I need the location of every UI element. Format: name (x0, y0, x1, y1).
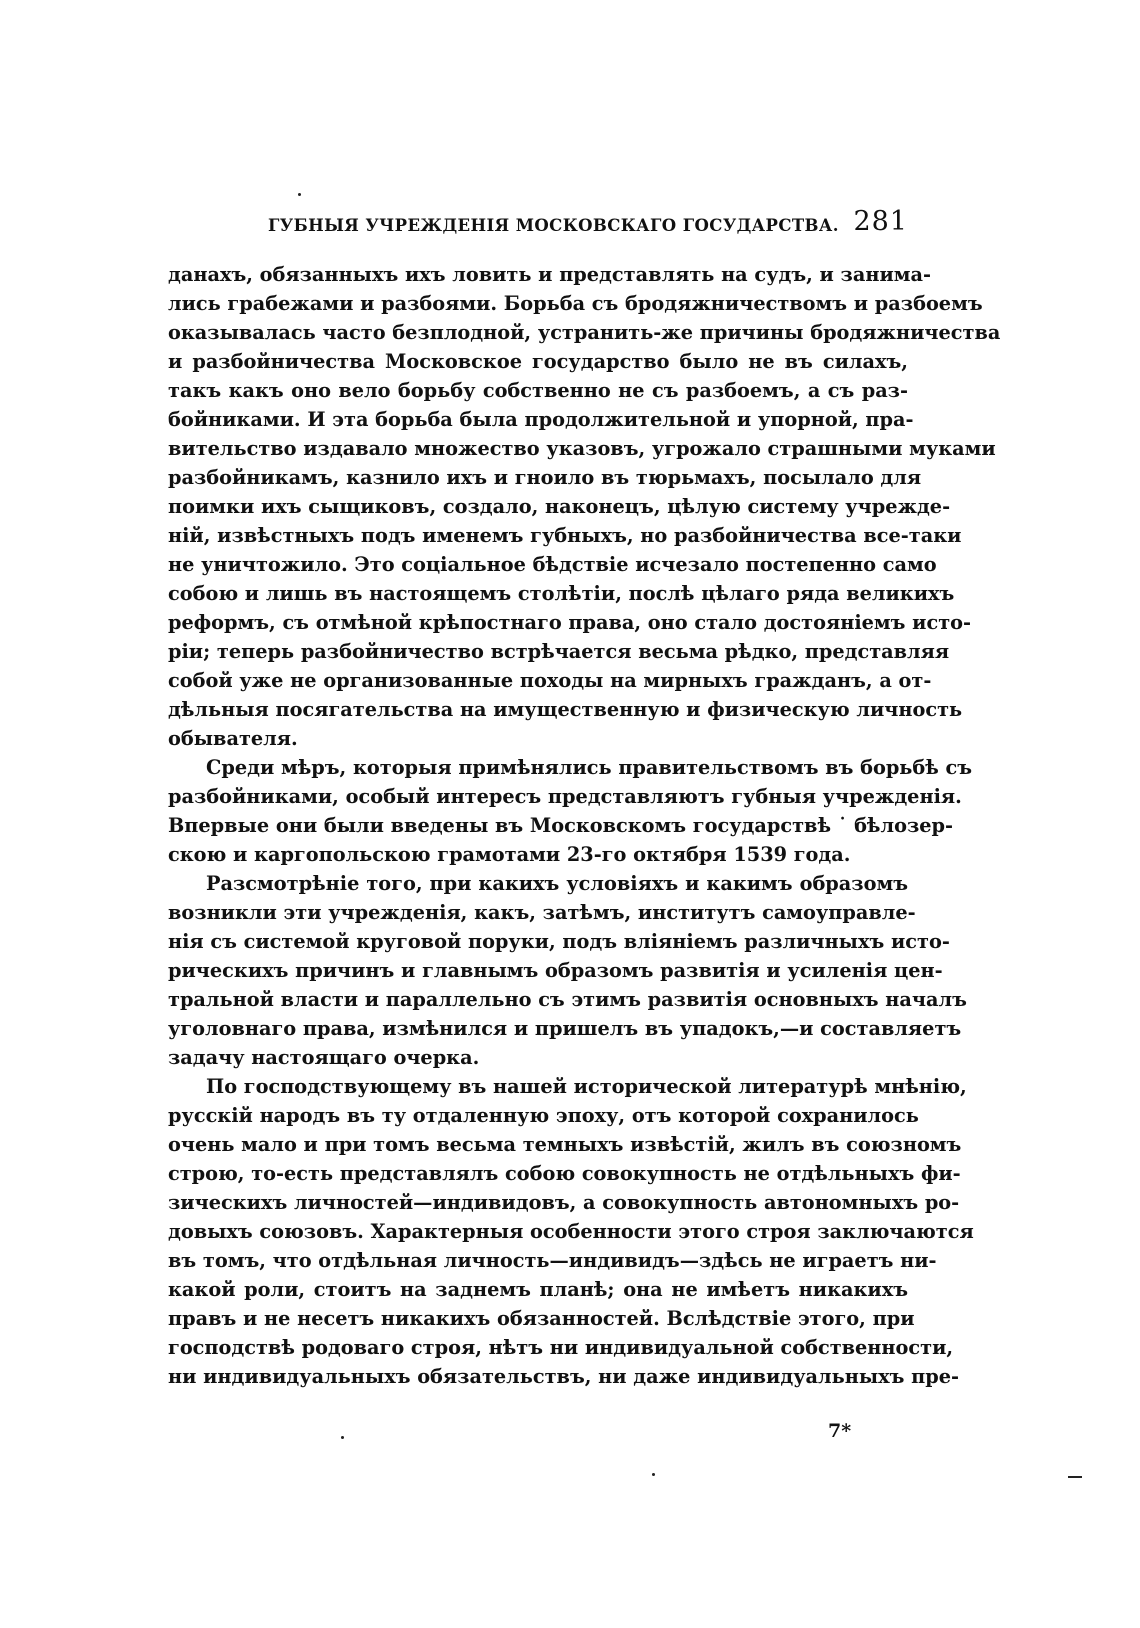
text-line: довыхъ союзовъ. Характерныя особенности этого строя заключаются (168, 1220, 974, 1243)
text-line: очень мало и при томъ весьма темныхъ извѣстій, жилъ въ союзномъ (168, 1133, 962, 1156)
text-line: не уничтожило. Это соціальное бѣдствіе исчезало постепенно само (168, 553, 937, 576)
text-line: какой роли, стоитъ на заднемъ планѣ; она не имѣетъ никакихъ (168, 1278, 908, 1301)
text-line: уголовнаго права, измѣнился и пришелъ въ упадокъ,—и составляетъ (168, 1017, 962, 1040)
text-line: данахъ, обязанныхъ ихъ ловить и представлять на судъ, и занима- (168, 263, 932, 286)
text-line: нія съ системой круговой поруки, подъ вліяніемъ различныхъ исто- (168, 930, 950, 953)
text-line: строю, то-есть представлялъ собою совокупность не отдѣльныхъ фи- (168, 1162, 961, 1185)
text-line: разбойниками, особый интересъ представляютъ губныя учрежденія. (168, 785, 962, 808)
text-line: поимки ихъ сыщиковъ, создало, наконецъ, цѣлую систему учрежде- (168, 495, 951, 518)
text-line: зическихъ личностей—индивидовъ, а совокупность автономныхъ ро- (168, 1191, 960, 1214)
text-line: реформъ, съ отмѣной крѣпостнаго права, оно стало достояніемъ исто- (168, 611, 972, 634)
text-line: ни индивидуальныхъ обязательствъ, ни даже индивидуальныхъ пре- (168, 1365, 960, 1388)
text-line: такъ какъ оно вело борьбу собственно не съ разбоемъ, а съ раз- (168, 379, 908, 402)
signature-mark: 7* (828, 1420, 852, 1442)
scan-dash-mark (1068, 1476, 1082, 1478)
text-line: бойниками. И эта борьба была продолжительной и упорной, пра- (168, 408, 914, 431)
text-line: ній, извѣстныхъ подъ именемъ губныхъ, но разбойничества все-таки (168, 524, 962, 547)
text-line: Среди мѣръ, которыя примѣнялись правительствомъ въ борьбѣ съ (206, 756, 973, 779)
scan-speck (341, 1436, 344, 1439)
text-line: ріи; теперь разбойничество встрѣчается весьма рѣдко, представляя (168, 640, 950, 663)
text-line: задачу настоящаго очерка. (168, 1046, 480, 1069)
text-line: скою и каргопольскою грамотами 23-го октября 1539 года. (168, 843, 851, 866)
text-line: Впервые они были введены въ Московскомъ государствѣ ˙ бѣлозер- (168, 814, 954, 837)
page-number: 281 (853, 206, 908, 237)
text-line: оказывалась часто безплодной, устранить-же причины бродяжничества (168, 321, 1001, 344)
text-line: и разбойничества Московское государство было не въ силахъ, (168, 350, 908, 373)
body-text (168, 262, 1001, 1422)
text-line: разбойникамъ, казнило ихъ и гноило въ тюрьмахъ, посылало для (168, 466, 922, 489)
text-line: обывателя. (168, 727, 298, 750)
scan-speck (652, 1473, 655, 1476)
text-line: собою и лишь въ настоящемъ столѣтіи, послѣ цѣлаго ряда великихъ (168, 582, 955, 605)
page-header (268, 206, 908, 242)
text-line: правъ и не несетъ никакихъ обязанностей. Вслѣдствіе этого, при (168, 1307, 915, 1330)
text-line: въ томъ, что отдѣльная личность—индивидъ—здѣсь не играетъ ни- (168, 1249, 937, 1272)
scan-speck (298, 193, 301, 196)
text-line: господствѣ родоваго строя, нѣтъ ни индивидуальной собственности, (168, 1336, 954, 1359)
text-line: Разсмотрѣніе того, при какихъ условіяхъ и какимъ образомъ (206, 872, 908, 895)
text-line: вительство издавало множество указовъ, угрожало страшными муками (168, 437, 996, 460)
text-line: тральной власти и параллельно съ этимъ развитія основныхъ началъ (168, 988, 967, 1011)
text-line: русскій народъ въ ту отдаленную эпоху, отъ которой сохранилось (168, 1104, 919, 1127)
text-line: По господствующему въ нашей исторической литературѣ мнѣнію, (206, 1075, 967, 1098)
text-line: возникли эти учрежденія, какъ, затѣмъ, институтъ самоуправле- (168, 901, 916, 924)
text-line: лись грабежами и разбоями. Борьба съ бродяжничествомъ и разбоемъ (168, 292, 983, 315)
text-line: рическихъ причинъ и главнымъ образомъ развитія и усиленія цен- (168, 959, 943, 982)
text-line: собой уже не организованные походы на мирныхъ гражданъ, а от- (168, 669, 932, 692)
running-title: ГУБНЫЯ УЧРЕЖДЕНІЯ МОСКОВСКАГО ГОСУДАРСТВА. (268, 216, 839, 235)
text-line: дѣльныя посягательства на имущественную и физическую личность (168, 698, 963, 721)
